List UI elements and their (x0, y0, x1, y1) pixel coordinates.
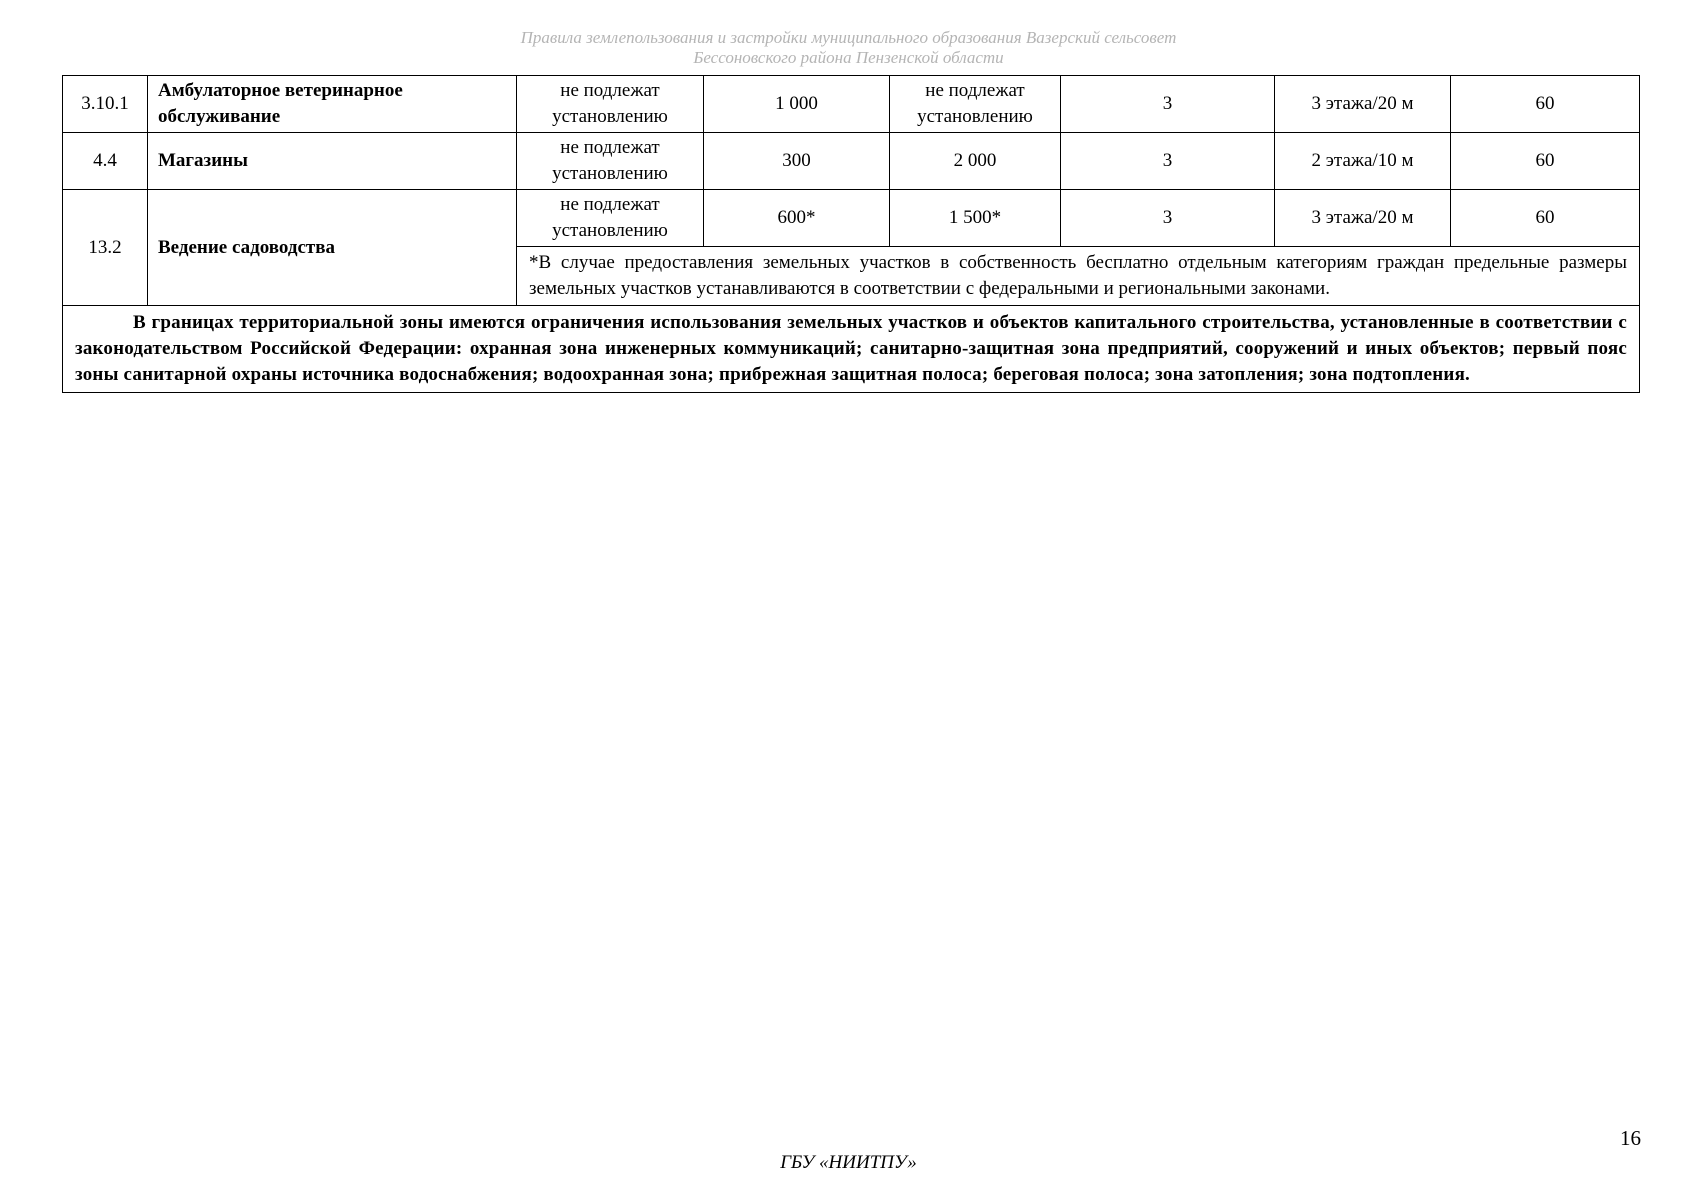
running-footer: ГБУ «НИИТПУ» (780, 1152, 917, 1173)
table-cell: не подлежат установлению (517, 76, 704, 133)
restrictions-cell: В границах территориальной зоны имеются ограничения использования земельных участков и объектов капитального строительства, установленные в соответствии с законодательством Российской Федерации: охранная зона инженерных коммуникаций; санитарно-защитная зона предприятий, сооружений и иных объектов; первый пояс зоны санитарной охраны источника водоснабжения; водоохранная зона; прибрежная защитная полоса; береговая полоса; зона затопления; зона подтопления. (63, 306, 1640, 393)
table-cell: не подлежат установлению (517, 133, 704, 190)
use-name-cell: Амбулаторное ветеринарное обслуживание (148, 76, 517, 133)
use-code-cell: 4.4 (63, 133, 148, 190)
use-name-cell: Ведение садоводства (148, 190, 517, 306)
table-row-restrictions (63, 306, 1640, 393)
table-cell: 3 (1061, 76, 1275, 133)
table-cell: 3 этажа/20 м (1275, 190, 1451, 247)
table-cell: 60 (1451, 190, 1640, 247)
table-row (63, 76, 1640, 133)
table-cell: не подлежат установлению (517, 190, 704, 247)
table-cell: 300 (704, 133, 890, 190)
table-cell: 60 (1451, 133, 1640, 190)
use-name-cell: Магазины (148, 133, 517, 190)
table-cell: 2 000 (890, 133, 1061, 190)
header-line-1: Правила землепользования и застройки муниципального образования Вазерский сельсовет (520, 28, 1177, 47)
table-cell: не подлежат установлению (890, 76, 1061, 133)
table-cell: 3 (1061, 190, 1275, 247)
table-cell: 60 (1451, 76, 1640, 133)
table-cell: 3 (1061, 133, 1275, 190)
page-number: 16 (1620, 1126, 1641, 1150)
table-row (63, 190, 1640, 247)
header-line-2: Бессоновского района Пензенской области (693, 48, 1004, 67)
table-cell: 2 этажа/10 м (1275, 133, 1451, 190)
table-cell: 3 этажа/20 м (1275, 76, 1451, 133)
table-cell: 1 000 (704, 76, 890, 133)
running-header (0, 28, 1697, 68)
zoning-parameters-table (62, 75, 1640, 393)
table-cell: 1 500* (890, 190, 1061, 247)
use-code-cell: 13.2 (63, 190, 148, 306)
footnote-cell: *В случае предоставления земельных участков в собственность бесплатно отдельным категориям граждан предельные размеры земельных участков устанавливаются в соответствии с федеральными и региональными законами. (517, 247, 1640, 306)
table-row (63, 133, 1640, 190)
table-cell: 600* (704, 190, 890, 247)
use-code-cell: 3.10.1 (63, 76, 148, 133)
